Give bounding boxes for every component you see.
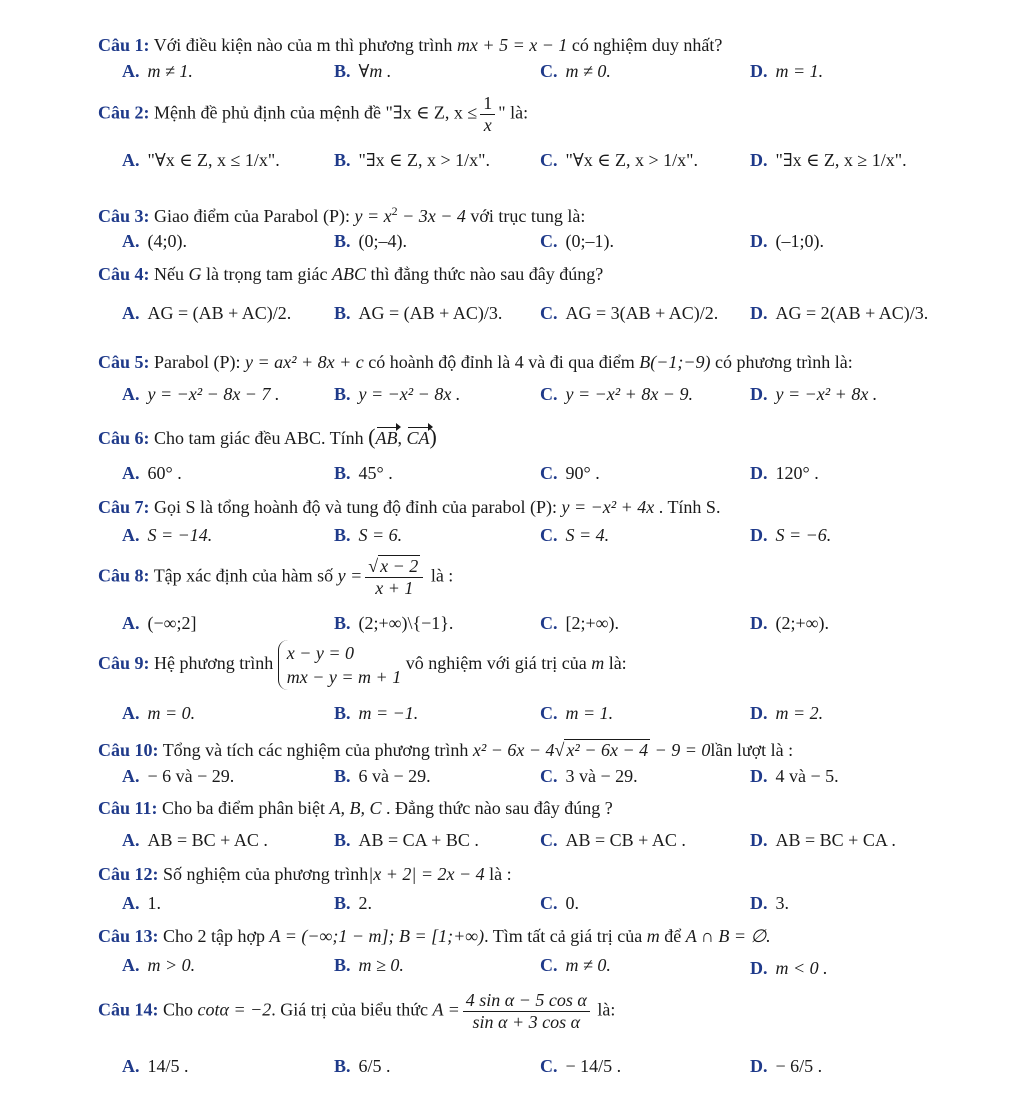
option-b[interactable]: B. 45° . [334, 463, 393, 483]
question-10: Câu 10: Tổng và tích các nghiệm của phương trình x² − 6x − 4√ x² − 6x − 4 − 9 = 0lần lượt là : [98, 740, 794, 760]
question-8: Câu 8: Tập xác định của hàm số y = $\frac{√ x - 2}{x + 1}$ là : [98, 556, 454, 598]
option-b[interactable]: B. AG = (AB + AC)/3. [334, 303, 503, 323]
option-c[interactable]: C. m ≠ 0. [540, 61, 611, 81]
option-c[interactable]: C. S = 4. [540, 525, 610, 545]
option-d[interactable]: D. 4 và − 5. [750, 766, 839, 786]
option-a[interactable]: A. m = 0. [122, 703, 196, 723]
option-a[interactable]: A. (−∞;2] [122, 613, 197, 633]
option-c[interactable]: C. AB = CB + AC . [540, 830, 686, 850]
option-a[interactable]: A. AG = (AB + AC)/2. [122, 303, 292, 323]
option-c[interactable]: C. m ≠ 0. [540, 955, 611, 975]
option-b[interactable]: B. ∀m . [334, 61, 392, 81]
option-d[interactable]: D. − 6/5 . [750, 1056, 823, 1076]
option-b[interactable]: B. y = −x² − 8x . [334, 384, 461, 404]
option-b[interactable]: B. 2. [334, 893, 373, 913]
option-c[interactable]: C. y = −x² + 8x − 9. [540, 384, 693, 404]
option-a[interactable]: A. − 6 và − 29. [122, 766, 235, 786]
question-14: Câu 14: Cho cotα = −2. Giá trị của biểu thức A = $\frac{\text{4 sin α − 5 cos α}}{\text{sin α + 3 cos α}}$ là: [98, 990, 616, 1032]
option-c[interactable]: C. 0. [540, 893, 579, 913]
option-d[interactable]: D. "∃x ∈ Z, x ≥ 1/x". [750, 150, 907, 170]
option-b[interactable]: B. (0;–4). [334, 231, 408, 251]
question-13: Câu 13: Cho 2 tập hợp A = (−∞;1 − m]; B = [1;+∞). Tìm tất cả giá trị của m để A ∩ B = ∅. [98, 926, 771, 946]
option-c[interactable]: C. − 14/5 . [540, 1056, 622, 1076]
option-a[interactable]: A. y = −x² − 8x − 7 . [122, 384, 280, 404]
option-d[interactable]: D. 120° . [750, 463, 819, 483]
option-c[interactable]: C. AG = 3(AB + AC)/2. [540, 303, 719, 323]
option-a[interactable]: A. "∀x ∈ Z, x ≤ 1/x". [122, 150, 280, 170]
option-c[interactable]: C. [2;+∞). [540, 613, 619, 633]
question-number: Câu 1: [98, 35, 150, 55]
question-11: Câu 11: Cho ba điểm phân biệt A, B, C . Đẳng thức nào sau đây đúng ? [98, 798, 613, 818]
option-d[interactable]: D. m < 0 . [750, 958, 828, 978]
option-c[interactable]: C. "∀x ∈ Z, x > 1/x". [540, 150, 699, 170]
option-d[interactable]: D. AG = 2(AB + AC)/3. [750, 303, 929, 323]
option-b[interactable]: B. AB = CA + BC . [334, 830, 479, 850]
option-c[interactable]: C. m = 1. [540, 703, 614, 723]
option-d[interactable]: D. (–1;0). [750, 231, 824, 251]
option-d[interactable]: D. (2;+∞). [750, 613, 829, 633]
option-b[interactable]: B. 6 và − 29. [334, 766, 431, 786]
question-12: Câu 12: Số nghiệm của phương trình|x + 2| = 2x − 4 là : [98, 864, 512, 884]
option-b[interactable]: B. (2;+∞)\{−1}. [334, 613, 454, 633]
option-a[interactable]: A. 14/5 . [122, 1056, 189, 1076]
option-a[interactable]: A. m ≠ 1. [122, 61, 193, 81]
option-b[interactable]: B. 6/5 . [334, 1056, 391, 1076]
question-2: Câu 2: Mệnh đề phủ định của mệnh đề "∃x ∈ Z, x ≤ $\frac{1}{x}$ " là: [98, 93, 529, 135]
question-1: Câu 1: Với điều kiện nào của m thì phương trình mx + 5 = x − 1 có nghiệm duy nhất? [98, 35, 723, 55]
question-7: Câu 7: Gọi S là tổng hoành độ và tung độ đỉnh của parabol (P): y = −x² + 4x . Tính S. [98, 497, 721, 517]
option-d[interactable]: D. AB = BC + CA . [750, 830, 896, 850]
option-c[interactable]: C. 90° . [540, 463, 600, 483]
option-d[interactable]: D. m = 1. [750, 61, 824, 81]
option-a[interactable]: A. 60° . [122, 463, 182, 483]
option-a[interactable]: A. AB = BC + AC . [122, 830, 268, 850]
option-a[interactable]: A. m > 0. [122, 955, 196, 975]
option-d[interactable]: D. 3. [750, 893, 789, 913]
question-5: Câu 5: Parabol (P): y = ax² + 8x + c có hoành độ đỉnh là 4 và đi qua điểm B(−1;−9) có phương trình là: [98, 352, 853, 372]
option-b[interactable]: B. "∃x ∈ Z, x > 1/x". [334, 150, 490, 170]
option-b[interactable]: B. m ≥ 0. [334, 955, 404, 975]
question-4: Câu 4: Nếu G là trọng tam giác ABC thì đẳng thức nào sau đây đúng? [98, 264, 604, 284]
option-c[interactable]: C. 3 và − 29. [540, 766, 638, 786]
option-d[interactable]: D. m = 2. [750, 703, 824, 723]
option-d[interactable]: D. S = −6. [750, 525, 832, 545]
option-b[interactable]: B. S = 6. [334, 525, 403, 545]
option-a[interactable]: A. (4;0). [122, 231, 187, 251]
option-d[interactable]: D. y = −x² + 8x . [750, 384, 878, 404]
option-a[interactable]: A. S = −14. [122, 525, 213, 545]
question-3: Câu 3: Giao điểm của Parabol (P): $y = x^2 - 3x - 4$ với trục tung là: [98, 204, 586, 226]
question-9: Câu 9: Hệ phương trình x − y = 0 mx − y = m + 1 vô nghiệm với giá trị của m là: [98, 640, 627, 690]
option-c[interactable]: C. (0;–1). [540, 231, 614, 251]
option-b[interactable]: B. m = −1. [334, 703, 419, 723]
question-6: Câu 6: Cho tam giác đều ABC. Tính (AB, CA) [98, 424, 437, 449]
option-a[interactable]: A. 1. [122, 893, 161, 913]
